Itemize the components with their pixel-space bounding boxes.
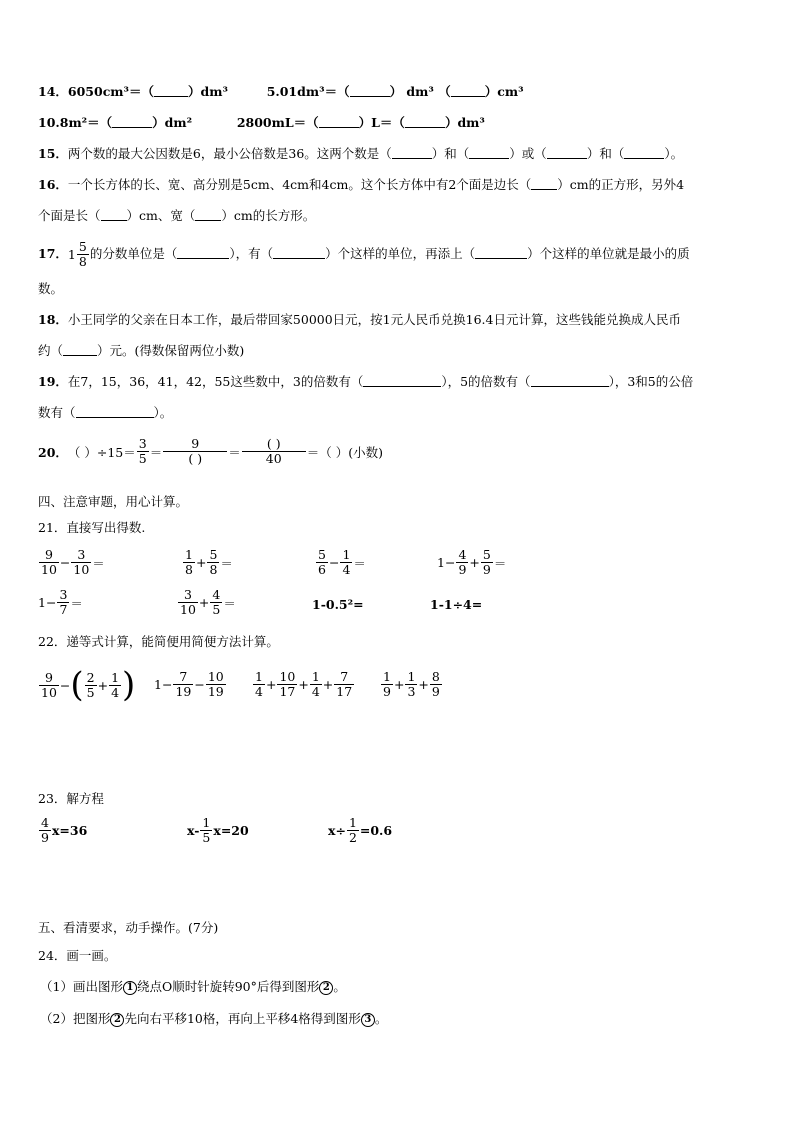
answer-blank[interactable] <box>451 85 485 97</box>
q16-line2: 个面是长（ ）cm、宽（ ）cm的长方形。 <box>38 208 316 223</box>
q22-expr: $\frac{1}{9}$ + $\frac{1}{3}$ + $\frac{8}{9}$ <box>383 669 440 699</box>
q17-number: 17． <box>38 246 68 261</box>
circled-number: 2 <box>319 981 333 995</box>
q22-expr: 1− $\frac{7}{19}$ − $\frac{10}{19}$ <box>154 669 224 699</box>
section4-heading: 四、注意审题，用心计算。 <box>38 494 189 509</box>
answer-blank[interactable] <box>177 247 229 259</box>
q15: 15．两个数的最大公因数是6，最小公倍数是36。这两个数是（ ）和（ ）或（ ）和（ ）。 <box>38 146 684 161</box>
answer-blank[interactable] <box>76 406 154 418</box>
answer-blank[interactable] <box>112 116 152 128</box>
answer-blank[interactable] <box>154 85 188 97</box>
answer-blank[interactable] <box>624 147 664 159</box>
right-paren: ) <box>122 665 136 705</box>
answer-blank[interactable] <box>273 247 325 259</box>
circled-number: 3 <box>361 1013 375 1027</box>
answer-blank[interactable] <box>63 344 97 356</box>
q18-line2: 约（ ）元。(得数保留两位小数) <box>38 343 245 358</box>
q21-expr: 1-0.5²= <box>312 597 364 612</box>
q21-expr: $\frac{5}{6}$ − $\frac{1}{4}$ ＝ <box>318 547 366 577</box>
answer-blank[interactable] <box>195 209 221 221</box>
q22-expr: $\frac{9}{10}$ − ( $\frac{2}{5}$ + $\frac{1}{4}$ ) <box>41 665 136 705</box>
circled-number: 1 <box>123 981 137 995</box>
q24-title: 24．画一画。 <box>38 948 117 963</box>
answer-blank[interactable] <box>531 375 609 387</box>
q21-expr: 1− $\frac{3}{7}$ ＝ <box>38 587 83 617</box>
q20-number: 20． <box>38 444 68 460</box>
q21-expr: 1-1÷4= <box>430 597 483 612</box>
answer-blank[interactable] <box>101 209 127 221</box>
answer-blank[interactable] <box>531 178 557 190</box>
answer-blank[interactable]: ( ) <box>163 451 227 466</box>
q16-number: 16． <box>38 177 68 192</box>
q22-title: 22．递等式计算，能简便用简便方法计算。 <box>38 634 279 649</box>
q24-part2: （2）把图形 2 先向右平移10格，再向上平移4格得到图形 3 。 <box>40 1011 388 1026</box>
q23-equation: x÷ $\frac{1}{2}$ =0.6 <box>328 815 393 845</box>
answer-blank[interactable] <box>392 147 432 159</box>
q17-line1: 17． 1 $\frac{5}{8}$ 的分数单位是（ ），有（ ）个这样的单位，再添上（ ）个这样的单位就是最小的质 <box>38 239 690 269</box>
answer-blank[interactable]: ( ) <box>266 436 281 451</box>
section5-heading: 五、看清要求，动手操作。(7分) <box>38 920 219 935</box>
q19-line1: 19．在7，15，36，41，42，55这些数中，3的倍数有（ ），5的倍数有（ ），3和5的公倍 <box>38 374 694 389</box>
left-paren: ( <box>70 665 84 705</box>
answer-blank[interactable] <box>319 116 359 128</box>
q21-expr: 1− $\frac{4}{9}$ + $\frac{5}{9}$ ＝ <box>437 547 507 577</box>
q23-equation: $\frac{4}{9}$ x=36 <box>41 815 88 845</box>
q14-line2: 10.8m²＝（ ）dm² 2800mL＝（ ）L＝（ ）dm³ <box>38 115 485 130</box>
q17-line2: 数。 <box>38 281 64 296</box>
q15-number: 15． <box>38 146 68 161</box>
q23-equation: x- $\frac{1}{5}$ x=20 <box>187 815 249 845</box>
q18-line1: 18．小王同学的父亲在日本工作，最后带回家50000日元，按1元人民币兑换16.4日元计算，这些钱能兑换成人民币 <box>38 312 681 327</box>
answer-blank[interactable] <box>363 375 441 387</box>
mixed-number: 1 $\frac{5}{8}$ <box>67 239 87 269</box>
q21-title: 21．直接写出得数. <box>38 520 146 535</box>
q19-number: 19． <box>38 374 68 389</box>
answer-blank[interactable] <box>475 247 527 259</box>
q16-line1: 16．一个长方体的长、宽、高分别是5cm、4cm和4cm。这个长方体中有2个面是边长（ ）cm的正方形，另外4 <box>38 177 685 192</box>
q14-number: 14． <box>38 84 68 99</box>
answer-blank[interactable] <box>469 147 509 159</box>
q18-number: 18． <box>38 312 68 327</box>
q21-expr: $\frac{3}{10}$ + $\frac{4}{5}$ ＝ <box>180 587 236 617</box>
answer-blank[interactable] <box>350 85 390 97</box>
q20: 20． （ ）÷15＝ $\frac{3}{5}$ ＝ $\frac{9}{( )}$ ＝ $\frac{( )}{40}$ ＝（ ）(小数) <box>38 436 383 466</box>
circled-number: 2 <box>110 1013 124 1027</box>
answer-blank[interactable] <box>405 116 445 128</box>
answer-blank[interactable] <box>547 147 587 159</box>
q22-expr: $\frac{1}{4}$ + $\frac{10}{17}$ + $\frac{1}{4}$ + $\frac{7}{17}$ <box>255 669 353 699</box>
q19-line2: 数有（ ）。 <box>38 405 173 420</box>
q24-part1: （1）画出图形 1 绕点O顺时针旋转90°后得到图形 2 。 <box>40 979 346 994</box>
q21-expr: $\frac{1}{8}$ + $\frac{5}{8}$ ＝ <box>185 547 233 577</box>
q21-expr: $\frac{9}{10}$ − $\frac{3}{10}$ ＝ <box>41 547 105 577</box>
q14-line1: 14．6050cm³＝（ ）dm³ 5.01dm³＝（ ） dm³ （ ）cm³ <box>38 84 524 99</box>
q23-title: 23．解方程 <box>38 791 104 806</box>
